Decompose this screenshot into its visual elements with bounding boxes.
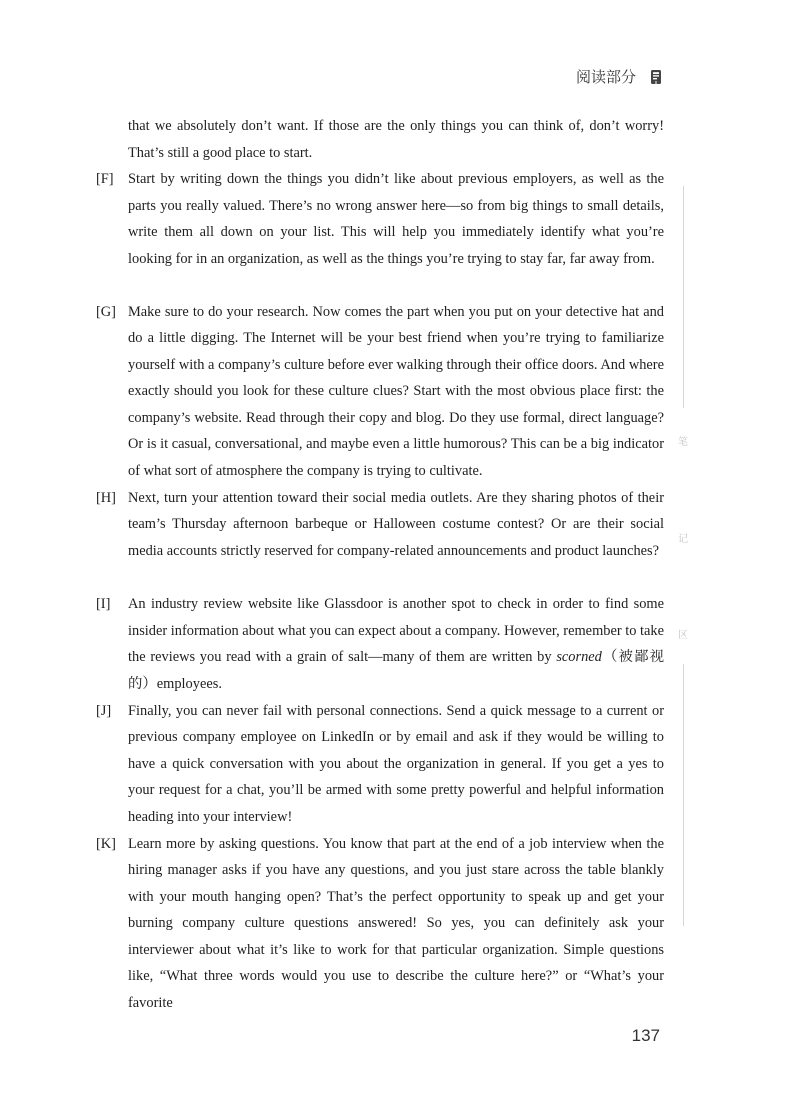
book-icon	[650, 69, 662, 85]
paragraph-text: Finally, you can never fail with personal connections. Send a quick message to a current or previous company employee on LinkedIn or by email and ask if they would be willing to have a quick conversation with you about the organization in general. If you get a yes to your request for a chat, you’ll be armed with some pretty powerful and helpful information heading into your interview!	[128, 702, 664, 825]
paragraph-text: Learn more by asking questions. You know that part at the end of a job interview when the hiring manager asks if you have any questions, and you just stare across the table blankly with your mouth hanging open? That’s the perfect opportunity to speak up and get your burning company culture questions answered! So yes, you can definitely ask your interviewer about what it’s like to work for that particular organization. Simple questions like, “What three words would you use to describe the culture here?” or “What’s your favorite	[128, 835, 664, 1012]
paragraph-text	[128, 591, 664, 697]
section-title: 阅读部分	[575, 68, 636, 86]
paragraph-label: [G]	[96, 303, 116, 320]
paragraph-text: Make sure to do your research. Now comes the part when you put on your detective hat and do a little digging. The Internet will be your best friend when you’re trying to familiarize yourself with a company’s culture before ever walking through their office doors. And where exactly should you look for these culture clues? Start with the most obvious place first: the company’s website. Read through their copy and blog. Do they use formal, direct language? Or is it casual, conversational, and maybe even a little humorous? This can be a big indicator of what sort of atmosphere the company is trying to cultivate.	[128, 303, 664, 480]
paragraph-g	[96, 299, 664, 485]
margin-rule-top	[683, 186, 684, 408]
running-header	[576, 66, 662, 87]
margin-note-char: 记	[678, 534, 688, 545]
paragraph-label: [I]	[96, 596, 111, 612]
paragraph-j	[96, 698, 664, 831]
margin-rule-bottom	[683, 664, 684, 926]
paragraph-label: [F]	[96, 171, 114, 187]
paragraph-label: [K]	[96, 835, 116, 852]
page-number: 137	[631, 1026, 660, 1045]
intro-paragraph: that we absolutely don’t want. If those are the only things you can think of, don’t worry! That’s still a good place to start.	[128, 118, 664, 161]
text-before: An industry review website like Glassdoor is another spot to check in order to find some insider information about what you can expect about a company. However, remember to take the reviews you read with a grain of salt—many of them are written by	[128, 596, 664, 666]
margin-note-char: 笔	[678, 437, 688, 448]
paragraph-label: [H]	[96, 489, 116, 506]
glossed-word: scorned	[556, 649, 602, 666]
paragraph-k	[96, 831, 664, 1017]
paragraph-i	[96, 591, 664, 697]
margin-note-char: 区	[678, 630, 688, 641]
paragraph-label: [J]	[96, 702, 112, 719]
paragraph-text: Next, turn your attention toward their social media outlets. Are they sharing photos of their team’s Thursday afternoon barbeque or Halloween costume contest? Or are their social media accounts strictly reserved for company-related announcements and product launches?	[128, 489, 664, 559]
paragraph-h	[96, 485, 664, 565]
paragraph-f	[96, 166, 664, 272]
paragraph-text: Start by writing down the things you didn’t like about previous employers, as well as the parts you really valued. There’s no wrong answer here—so from big things to small details, write them all down on your list. This will help you immediately identify what you’re looking for in an organization, as well as the things you’re trying to stay far, far away from.	[128, 171, 664, 267]
text-after: （被鄙视的）employees.	[128, 649, 664, 692]
